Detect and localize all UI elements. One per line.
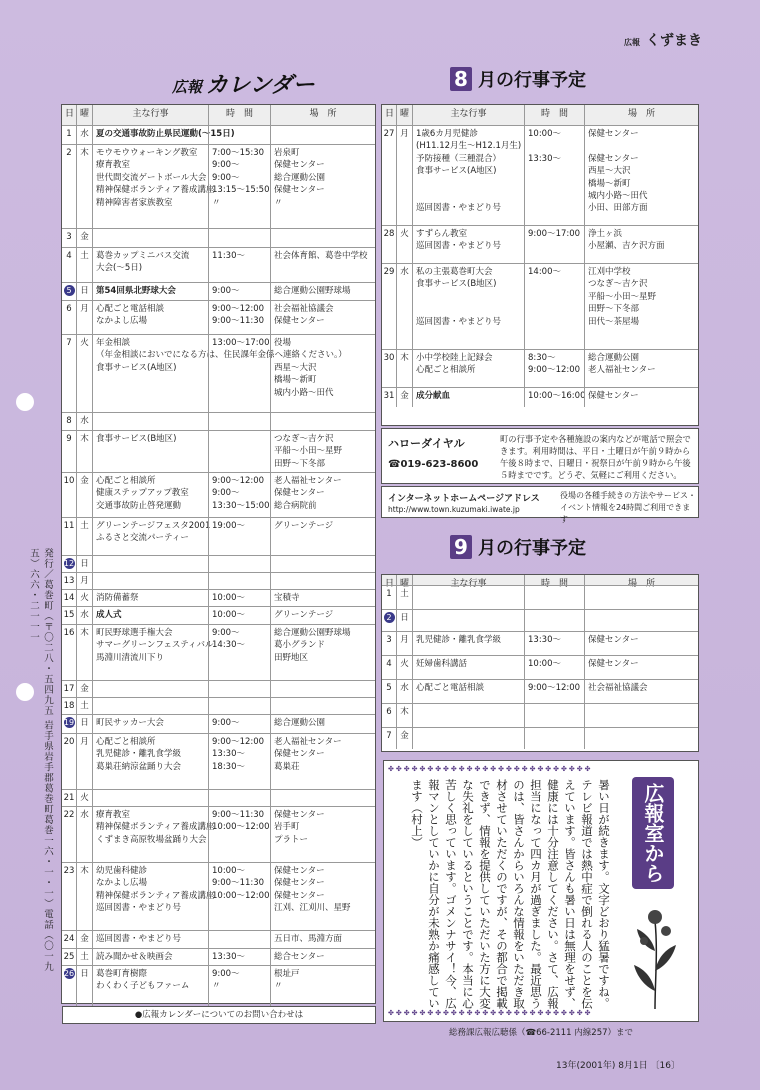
place-cell (270, 126, 375, 144)
place-cell: 保健センター 岩手町 プラトー (270, 807, 375, 862)
time-cell: 9:00～ 14:30～ (208, 625, 270, 680)
event-cell: 心配ごと電話相談 なかよし広場 (92, 301, 208, 334)
place-cell: 浄土ヶ浜 小屋瀬、吉ケ沢方面 (584, 226, 698, 263)
table-row (62, 247, 375, 282)
sunday-mark: 2 (384, 612, 395, 623)
place-cell: 老人福祉センター 保健センター 葛巣荘 (270, 734, 375, 789)
event-cell: 妊婦歯科講話 (412, 656, 524, 679)
column-border-top: ✤✤✤✤✤✤✤✤✤✤✤✤✤✤✤✤✤✤✤✤✤✤✤✤✤✤ (388, 765, 593, 773)
internet-text: 役場の各種手続きの方法やサービス・イベント情報を24時間ご利用できます (560, 491, 696, 524)
weekday-cell: 金 (76, 473, 92, 517)
place-cell: 役場 西星～大沢 橋場～新町 城内小路～田代 (270, 335, 375, 412)
time-cell (524, 610, 584, 631)
day-cell: 1 (386, 589, 392, 599)
day-cell: 31 (383, 391, 395, 401)
time-cell: 14:00～ (524, 264, 584, 349)
column-header-day: 日 (385, 109, 395, 119)
column-header-weekday: 曜 (396, 575, 412, 585)
time-cell (208, 126, 270, 144)
day-cell (62, 556, 76, 572)
place-cell (270, 681, 375, 697)
weekday-cell: 火 (76, 790, 92, 806)
day-cell: 22 (63, 810, 75, 820)
place-cell: 根址戸 〃 (270, 966, 375, 1007)
time-cell (208, 229, 270, 247)
time-cell: 13:30～ (524, 632, 584, 655)
weekday-cell: 日 (76, 556, 92, 572)
day-cell (62, 283, 76, 300)
sunday-mark: 12 (63, 559, 75, 568)
day-cell: 20 (63, 737, 75, 747)
table-row (62, 430, 375, 472)
event-cell (92, 698, 208, 714)
table-row (62, 334, 375, 412)
editor-column (383, 760, 699, 1022)
time-cell (208, 931, 270, 948)
event-cell: モウモウウォーキング教室 療育教室 世代間交流ゲートボール大会 精神保健ボランティア養成講座 精神障害者家族教室 (92, 145, 208, 228)
weekday-cell: 月 (396, 632, 412, 655)
issue-date: 13年(2001年) 8月1日 〔16〕 (556, 1061, 681, 1071)
day-cell: 10 (63, 476, 75, 486)
table-row (62, 948, 375, 965)
day-cell: 3 (66, 232, 72, 242)
august-title: 8 月の行事予定 (450, 66, 586, 92)
table-row (62, 789, 375, 806)
table-row (62, 680, 375, 697)
day-cell: 6 (66, 304, 72, 314)
weekday-cell: 水 (76, 126, 92, 144)
event-cell: 乳児健診・離乳食学級 (412, 632, 524, 655)
column-header-weekday: 曜 (396, 105, 412, 125)
table-row (62, 517, 375, 555)
place-cell: 社会福祉協議会 (584, 680, 698, 703)
place-cell (584, 704, 698, 727)
table-row (62, 555, 375, 572)
september-title: 9 月の行事予定 (450, 534, 586, 560)
table-row (382, 655, 698, 679)
brand-logo: 広報 くずまき (624, 33, 702, 49)
table-row (62, 606, 375, 624)
weekday-cell: 木 (76, 625, 92, 680)
place-cell (584, 728, 698, 749)
day-cell (62, 715, 76, 733)
weekday-cell: 金 (76, 931, 92, 948)
time-cell: 7:00～15:30 9:00～ 9:00～ 13:15～15:50 〃 (208, 145, 270, 228)
place-cell (270, 790, 375, 806)
internet-url: http://www.town.kuzumaki.iwate.jp (388, 505, 520, 514)
event-cell (92, 790, 208, 806)
place-cell (270, 413, 375, 430)
table-row (62, 965, 375, 1007)
day-cell: 3 (386, 635, 392, 645)
time-cell: 10:00～ 9:00～11:30 10:00～12:00 (208, 863, 270, 930)
time-cell (208, 790, 270, 806)
event-cell: 町民野球選手権大会 サマーグリーンフェスティバル 馬淵川清流川下り (92, 625, 208, 680)
day-cell: 18 (63, 701, 75, 711)
time-cell: 13:30～ (208, 949, 270, 965)
day-cell: 21 (63, 793, 75, 803)
weekday-cell: 木 (76, 145, 92, 228)
table-row (62, 144, 375, 228)
column-title: 広報室から (632, 777, 674, 889)
weekday-cell: 水 (396, 680, 412, 703)
column-header-event: 主な行事 (92, 105, 208, 125)
day-cell: 29 (383, 267, 395, 277)
time-cell: 9:00～12:00 9:00～ 13:30～15:00 (208, 473, 270, 517)
column-text: 暑い日が続きます。文字どおり猛暑ですね。テレビ報道では熱中症で倒れる人のことを伝えています。皆さんも暑い日は無理をせず、健康には十分注意してください。さて、広報担当になって四カ月が過ぎました。最近思うのは、皆さんからいろんな情報をいただき取材させていただくのですが、その都合で掲載できず、情報を提供していただいた方に大変な失礼をしているということです。本当に心苦しく思っています。ゴメンナサイ！今、広報マンとしていかに自分が未熟か痛感しています（村上） (410, 779, 611, 1009)
event-cell: 心配ごと電話相談 (412, 680, 524, 703)
time-cell (208, 431, 270, 472)
event-cell: 心配ごと相談所 乳児健診・離乳食学級 葛巣荘納涼盆踊り大会 (92, 734, 208, 789)
event-cell (92, 556, 208, 572)
day-cell: 28 (383, 229, 395, 239)
event-cell (92, 229, 208, 247)
weekday-cell: 日 (76, 715, 92, 733)
event-cell: 消防備蓄祭 (92, 590, 208, 606)
weekday-cell: 金 (76, 229, 92, 247)
day-cell: 13 (63, 576, 75, 586)
event-cell (92, 573, 208, 589)
weekday-cell: 木 (396, 704, 412, 727)
event-cell (412, 728, 524, 749)
event-cell: グリーンテージフェスタ2001 ふるさと交流パーティー (92, 518, 208, 555)
table-row (62, 572, 375, 589)
event-cell: 成分献血 (412, 388, 524, 407)
event-cell: 1歳6カ月児健診 (H11.12月生～H12.1月生) 予防接種（三種混合） 食事サービス(A地区) 巡回図書・やまどり号 (412, 126, 524, 225)
event-cell: 町民サッカー大会 (92, 715, 208, 733)
table-row (62, 412, 375, 430)
day-cell: 15 (63, 610, 75, 620)
place-cell: グリーンテージ (270, 607, 375, 624)
time-cell (208, 698, 270, 714)
table-header (382, 105, 698, 125)
column-header-place: 場 所 (584, 575, 698, 585)
hello-dial-box (381, 428, 699, 484)
binder-hole-top (16, 393, 34, 411)
calendar-inquiry-note: ●広報カレンダーについてのお問い合わせは (62, 1006, 376, 1024)
place-cell: 五日市、馬淵方面 (270, 931, 375, 948)
table-row (382, 609, 698, 631)
weekday-cell: 月 (396, 126, 412, 225)
time-cell: 9:00～ (208, 715, 270, 733)
weekday-cell: 火 (396, 656, 412, 679)
weekday-cell: 土 (76, 949, 92, 965)
column-header-time: 時 間 (524, 575, 584, 585)
day-cell: 27 (383, 129, 395, 139)
place-cell (270, 573, 375, 589)
weekday-cell: 土 (396, 586, 412, 609)
publisher-info: 発行／葛巻町（〒〇二八・五四九五 岩手県岩手郡葛巻町葛巻一六・一・一）電話（〇一九五）六六・二一一一 (28, 548, 53, 973)
weekday-cell: 月 (76, 301, 92, 334)
time-cell: 9:00～12:00 9:00～11:30 (208, 301, 270, 334)
table-row (382, 703, 698, 727)
table-row (62, 624, 375, 680)
place-cell: グリーンテージ (270, 518, 375, 555)
place-cell: 社会体育館、葛巻中学校 (270, 248, 375, 282)
column-border-bottom: ✤✤✤✤✤✤✤✤✤✤✤✤✤✤✤✤✤✤✤✤✤✤✤✤✤✤ (388, 1009, 593, 1017)
place-cell (584, 610, 698, 631)
day-cell: 11 (63, 521, 75, 531)
contact-info: 総務課広報広聴係（☎66-2111 内線257）まで (448, 1028, 634, 1038)
place-cell: 総合運動公園野球場 葛小グランド 田野地区 (270, 625, 375, 680)
september-calendar (381, 574, 699, 752)
table-row (382, 679, 698, 703)
time-cell: 10:00～ (208, 590, 270, 606)
time-cell (208, 681, 270, 697)
table-row (62, 697, 375, 714)
place-cell: 総合運動公園 老人福祉センター (584, 350, 698, 387)
event-cell (412, 704, 524, 727)
weekday-cell: 金 (396, 728, 412, 749)
table-row (382, 631, 698, 655)
event-cell: 私の主張葛巻町大会 食事サービス(B地区) 巡回図書・やまどり号 (412, 264, 524, 349)
event-cell: 成人式 (92, 607, 208, 624)
column-header-weekday: 曜 (76, 105, 92, 125)
table-row (382, 125, 698, 225)
table-row (62, 282, 375, 300)
table-row (62, 300, 375, 334)
day-cell: 17 (63, 684, 75, 694)
table-row (382, 727, 698, 749)
event-cell (92, 681, 208, 697)
place-cell: 社会福祉協議会 保健センター (270, 301, 375, 334)
day-cell: 14 (63, 593, 75, 603)
place-cell: 保健センター 保健センター 保健センター 江刈、江刈川、星野 (270, 863, 375, 930)
event-cell: 療育教室 精神保健ボランティア養成講座 くずまき高原牧場盆踊り大会 (92, 807, 208, 862)
event-cell: 食事サービス(B地区) (92, 431, 208, 472)
column-header-event: 主な行事 (412, 575, 524, 585)
event-cell: 第54回県北野球大会 (92, 283, 208, 300)
event-cell: 幼児歯科健診 なかよし広場 精神保健ボランティア養成講座 巡回図書・やまどり号 (92, 863, 208, 930)
place-cell: 宝積寺 (270, 590, 375, 606)
weekday-cell: 土 (76, 248, 92, 282)
day-cell: 6 (386, 707, 392, 717)
column-header-time: 時 間 (524, 105, 584, 125)
event-cell: 小中学校陸上記録会 心配ごと相談所 (412, 350, 524, 387)
place-cell: 保健センター (584, 388, 698, 407)
event-cell: 読み聞かせ＆映画会 (92, 949, 208, 965)
event-cell: 年金相談 （年金相談においでになる方は、住民課年金係へ連絡ください。） 食事サービス(A地区) (92, 335, 208, 412)
weekday-cell: 月 (76, 734, 92, 789)
weekday-cell: 木 (396, 350, 412, 387)
place-cell (270, 556, 375, 572)
internet-label: インターネットホームページアドレス (388, 494, 540, 504)
time-cell: 9:00～12:00 (524, 680, 584, 703)
event-cell (412, 586, 524, 609)
internet-box (381, 486, 699, 524)
weekday-cell: 日 (76, 966, 92, 1007)
table-row (62, 125, 375, 144)
day-cell: 7 (386, 731, 392, 741)
column-header-place: 場 所 (270, 105, 375, 125)
weekday-cell: 木 (76, 863, 92, 930)
sunday-mark: 19 (63, 718, 75, 727)
place-cell (270, 698, 375, 714)
place-cell: 保健センター (584, 656, 698, 679)
table-header (382, 575, 698, 589)
event-cell: 心配ごと相談所 健康ステップアップ教室 交通事故防止啓発運動 (92, 473, 208, 517)
table-row (382, 225, 698, 263)
place-cell: 岩泉町 保健センター 総合運動公園 保健センター 〃 (270, 145, 375, 228)
day-cell (382, 610, 396, 631)
weekday-cell: 月 (76, 573, 92, 589)
place-cell (584, 586, 698, 609)
time-cell: 10:00～16:00 (524, 388, 584, 407)
table-row (62, 862, 375, 930)
day-cell: 5 (386, 683, 392, 693)
column-header-place: 場 所 (584, 105, 698, 125)
column-header-day: 日 (385, 579, 395, 589)
table-row (382, 387, 698, 407)
place-cell (270, 229, 375, 247)
hello-dial-tel: ☎019-623-8600 (388, 459, 479, 470)
place-cell: 総合運動公園 (270, 715, 375, 733)
august-calendar-left (61, 104, 376, 1004)
time-cell (208, 413, 270, 430)
time-cell (524, 586, 584, 609)
weekday-cell: 金 (76, 681, 92, 697)
event-cell: 巡回図書・やまどり号 (92, 931, 208, 948)
day-cell: 7 (66, 338, 72, 348)
calendar-title: 広報 カレンダー (172, 73, 315, 98)
weekday-cell: 火 (76, 590, 92, 606)
weekday-cell: 水 (396, 264, 412, 349)
flower-illustration-icon (628, 901, 682, 1011)
table-row (62, 733, 375, 789)
day-cell: 16 (63, 628, 75, 638)
day-cell: 2 (66, 148, 72, 158)
event-cell: 夏の交通事故防止県民運動(～15日) (92, 126, 208, 144)
place-cell: 老人福祉センター 保健センター 総合病院前 (270, 473, 375, 517)
weekday-cell: 金 (396, 388, 412, 407)
column-header-day: 日 (65, 109, 75, 119)
event-cell: すずらん教室 巡回図書・やまどり号 (412, 226, 524, 263)
weekday-cell: 火 (76, 335, 92, 412)
place-cell: 江刈中学校 つなぎ～吉ケ沢 平船～小田～星野 田野～下冬部 田代～茶屋場 (584, 264, 698, 349)
table-row (62, 228, 375, 247)
time-cell: 9:00～ 〃 (208, 966, 270, 1007)
time-cell (524, 728, 584, 749)
day-cell: 9 (66, 434, 72, 444)
time-cell: 9:00～12:00 13:30～ 18:30～ (208, 734, 270, 789)
event-cell (92, 413, 208, 430)
day-cell: 4 (386, 659, 392, 669)
day-cell: 8 (66, 416, 72, 426)
time-cell: 19:00～ (208, 518, 270, 555)
event-cell: 葛巻町育樹際 わくわく子どもファーム (92, 966, 208, 1007)
time-cell: 9:00～17:00 (524, 226, 584, 263)
place-cell: 保健センター (584, 632, 698, 655)
time-cell (524, 704, 584, 727)
hello-dial-text: 町の行事予定や各種施設の案内などが電話で照会できます。利用時間は、平日・土曜日が午前９時から午後８時まで、日曜日・祝祭日が午前９時から午後５時までです。どうぞ、気軽にご利用ください。 (500, 434, 691, 480)
weekday-cell: 土 (76, 698, 92, 714)
table-row (62, 589, 375, 606)
weekday-cell: 水 (76, 607, 92, 624)
hello-dial-label: ハローダイヤル (388, 437, 465, 450)
day-cell: 23 (63, 866, 75, 876)
time-cell: 13:00～17:00 (208, 335, 270, 412)
weekday-cell: 日 (396, 610, 412, 631)
column-header-time: 時 間 (208, 105, 270, 125)
place-cell: 総合運動公園野球場 (270, 283, 375, 300)
sunday-mark: 26 (63, 969, 75, 978)
time-cell: 8:30～ 9:00～12:00 (524, 350, 584, 387)
table-header (62, 105, 375, 125)
day-cell: 24 (63, 934, 75, 944)
weekday-cell: 水 (76, 413, 92, 430)
place-cell: 総合センター (270, 949, 375, 965)
place-cell: 保健センター 保健センター 西星～大沢 橋場～新町 城内小路～田代 小田、田部方面 (584, 126, 698, 225)
day-cell: 1 (66, 129, 72, 139)
day-cell (62, 966, 76, 1007)
time-cell: 9:00～11:30 10:00～12:00 (208, 807, 270, 862)
binder-hole-bottom (16, 683, 34, 701)
weekday-cell: 水 (76, 807, 92, 862)
time-cell (208, 573, 270, 589)
table-row (62, 930, 375, 948)
day-cell: 30 (383, 353, 395, 363)
table-row (62, 472, 375, 517)
day-cell: 25 (63, 952, 75, 962)
table-row (382, 349, 698, 387)
table-row (382, 585, 698, 609)
time-cell: 10:00～ 13:30～ (524, 126, 584, 225)
weekday-cell: 火 (396, 226, 412, 263)
time-cell: 10:00～ (524, 656, 584, 679)
weekday-cell: 土 (76, 518, 92, 555)
weekday-cell: 日 (76, 283, 92, 300)
table-row (62, 806, 375, 862)
table-row (62, 714, 375, 733)
event-cell (412, 610, 524, 631)
place-cell: つなぎ～吉ケ沢 平船～小田～星野 田野～下冬部 (270, 431, 375, 472)
table-row (382, 263, 698, 349)
time-cell: 9:00～ (208, 283, 270, 300)
weekday-cell: 木 (76, 431, 92, 472)
sunday-mark: 5 (64, 285, 75, 296)
column-header-event: 主な行事 (412, 105, 524, 125)
time-cell: 10:00～ (208, 607, 270, 624)
event-cell: 葛巻カップミニバス交流 大会(～5日) (92, 248, 208, 282)
time-cell (208, 556, 270, 572)
day-cell: 4 (66, 251, 72, 261)
august-calendar-right (381, 104, 699, 426)
time-cell: 11:30～ (208, 248, 270, 282)
